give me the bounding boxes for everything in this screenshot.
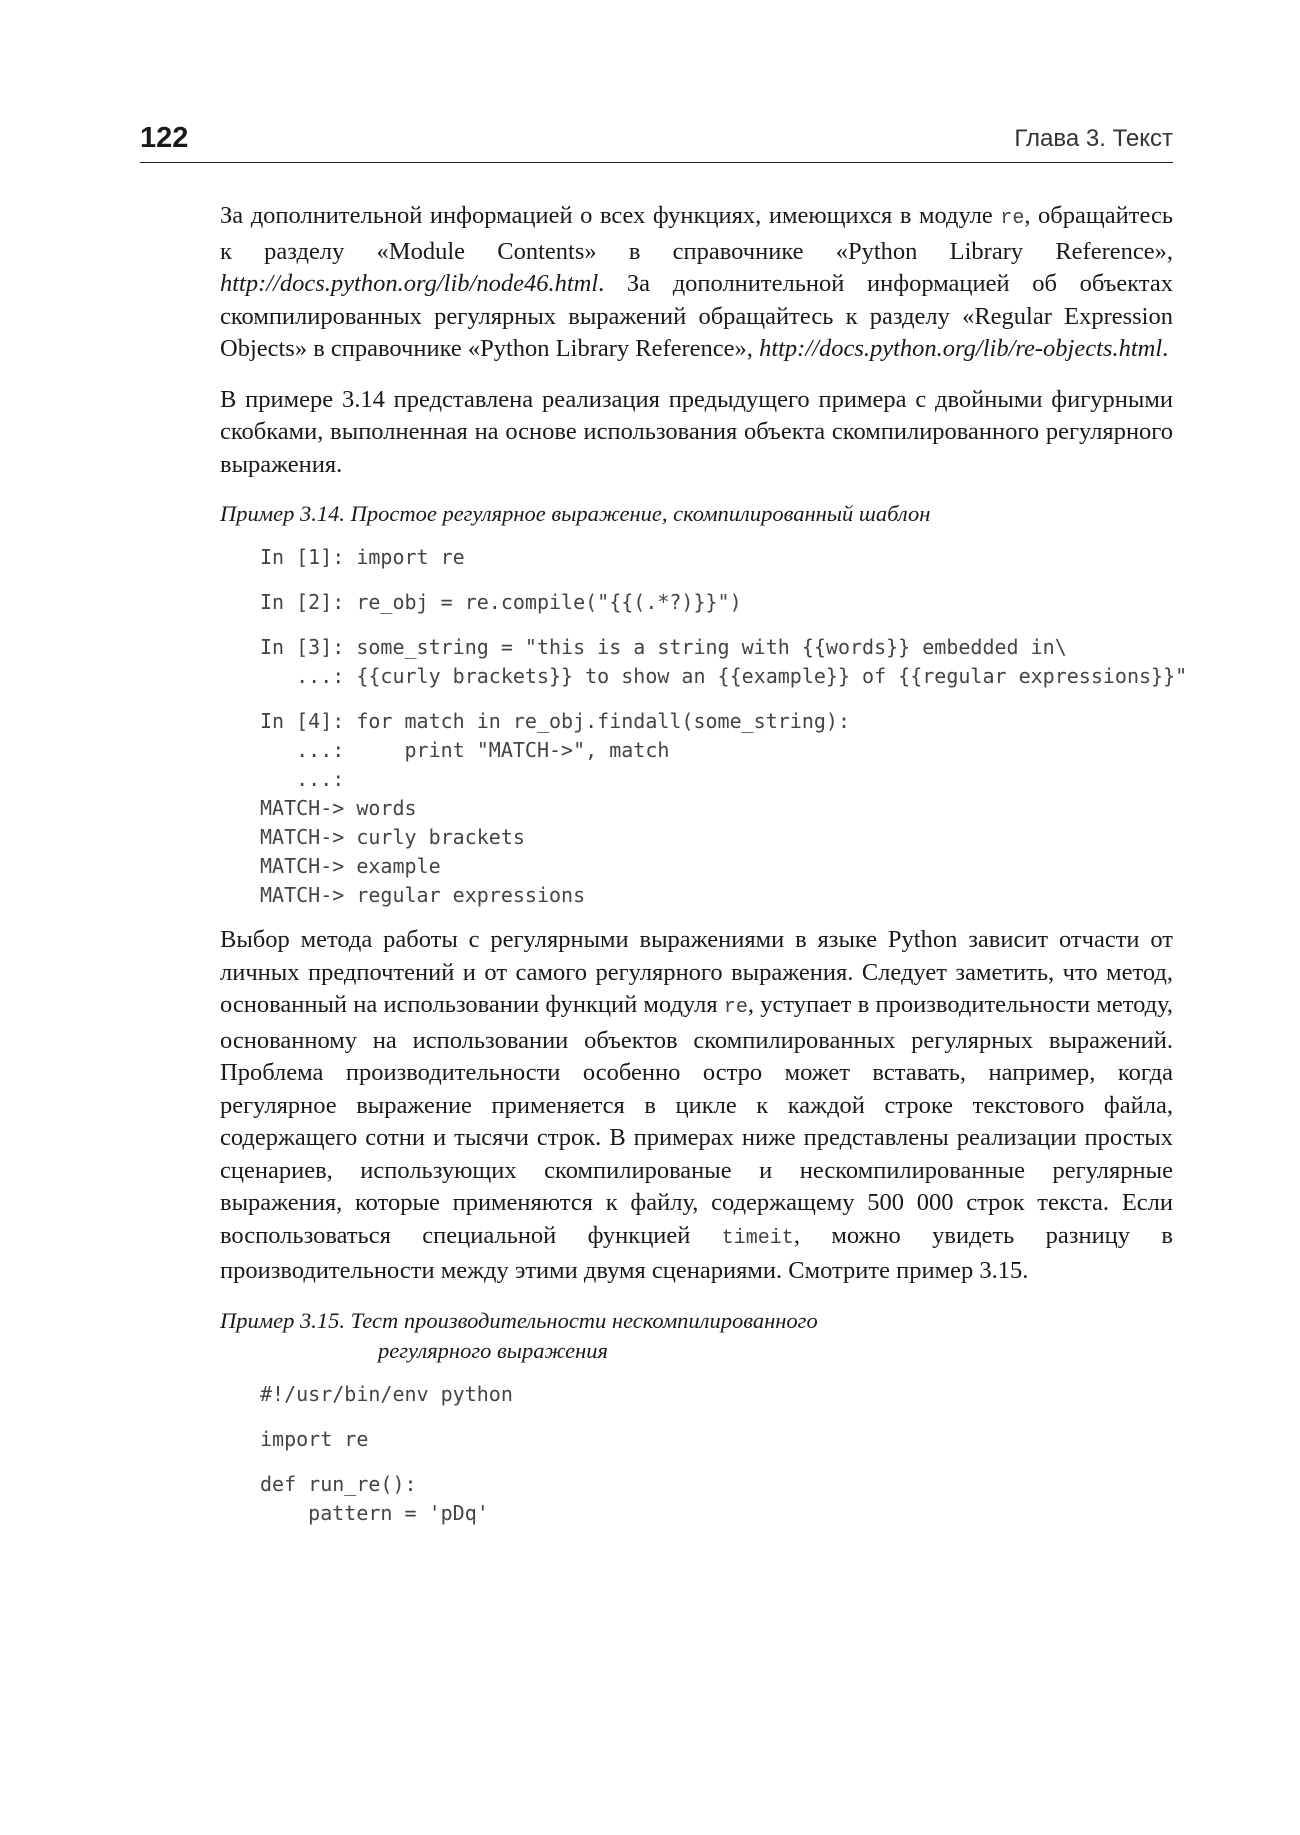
code-line: ...: print "MATCH->", match bbox=[260, 738, 670, 762]
inline-code-re: re bbox=[1000, 207, 1025, 230]
paragraph-text: , можно увидеть разницу в производительности между этими двумя сценариями. Смотрите пример 3.15. bbox=[220, 1221, 1173, 1284]
code-line: pattern = 'pDq' bbox=[260, 1500, 489, 1525]
code-line: In [1]: import re bbox=[260, 545, 465, 569]
code-line: In [2]: re_obj = re.compile("{{(.*?)}}") bbox=[260, 590, 742, 614]
url-link-node46[interactable]: http://docs.python.org/lib/node46.html bbox=[220, 270, 599, 297]
paragraph-more-info bbox=[220, 200, 1173, 366]
page-header bbox=[140, 118, 1173, 163]
code-line: ...: {{curly brackets}} to show an {{example}} of {{regular expressions}}" bbox=[260, 664, 1188, 688]
page-content bbox=[220, 200, 1188, 1528]
running-head: Глава 3. Текст bbox=[1014, 125, 1173, 152]
code-gap bbox=[260, 691, 1173, 707]
code-gap bbox=[260, 1454, 1173, 1470]
inline-code-timeit: timeit bbox=[721, 1226, 794, 1250]
paragraph-text: . За дополнительной информацией об объектах скомпилированных регулярных выражений обращайтесь к разделу «Regular Expression Objects» в справочнике «Python Library Reference», bbox=[220, 270, 1173, 362]
code-line: MATCH-> example bbox=[260, 854, 441, 878]
code-line: ...: bbox=[260, 767, 345, 791]
paragraph-method-choice bbox=[220, 924, 1173, 1288]
code-block-example-3-14 bbox=[260, 543, 1188, 910]
code-gap bbox=[260, 1409, 1173, 1425]
paragraph-text: . bbox=[1162, 335, 1169, 362]
caption-line-1: Пример 3.15. Тест производительности нескомпилированного bbox=[220, 1307, 818, 1333]
code-line: import re bbox=[260, 1426, 369, 1451]
code-line: MATCH-> regular expressions bbox=[260, 883, 586, 907]
page-number: 122 bbox=[140, 122, 189, 154]
paragraph-text: , уступает в производительности методу, основанному на использовании объектов скомпилированных регулярных выражений. Проблема производительности особенно остро может вставать, например, когда регулярное выражение применяется в цикле к каждой строке текстового файла, содержащего сотни и тысячи строк. В примерах ниже представлены реализации простых сценариев, использующих скомпилированые и нескомпилированные регулярные выражения, которые применяются к файлу, содержащему 500 000 строк текста. Если воспользоваться специальной функцией bbox=[220, 991, 1174, 1249]
code-line: MATCH-> curly brackets bbox=[260, 825, 525, 849]
example-3-14-caption: Пример 3.14. Простое регулярное выражение, скомпилированный шаблон bbox=[220, 501, 931, 526]
code-gap bbox=[260, 617, 1173, 633]
code-line: MATCH-> words bbox=[260, 796, 417, 820]
paragraph-text: Выбор метода работы с регулярными выражениями в языке Python зависит отчасти от личных предпочтений и от самого регулярного выражения. Следует заметить, что метод, основанный на использовании функций модуля bbox=[220, 926, 1173, 1018]
code-block-example-3-15 bbox=[260, 1380, 1173, 1528]
code-line: In [3]: some_string = "this is a string with {{words}} embedded in\ bbox=[260, 635, 1067, 659]
example-3-15-caption bbox=[220, 1306, 1173, 1366]
paragraph-text: , обращайтесь к разделу «Module Contents» в справочнике «Python Library Reference», bbox=[220, 202, 1173, 265]
paragraph-text: За дополнительной информацией о всех функциях, имеющихся в модуле bbox=[220, 202, 1001, 229]
code-line: In [4]: for match in re_obj.findall(some_string): bbox=[260, 709, 851, 733]
inline-code-re: re bbox=[723, 996, 748, 1019]
paragraph-example-intro: В примере 3.14 представлена реализация предыдущего примера с двойными фигурными скобками, выполненная на основе использования объекта скомпилированного регулярного выражения. bbox=[220, 385, 1173, 478]
caption-line-2: регулярного выражения bbox=[378, 1337, 608, 1363]
code-line: #!/usr/bin/env python bbox=[260, 1381, 513, 1406]
code-line: def run_re(): bbox=[260, 1471, 417, 1496]
code-gap bbox=[260, 572, 1173, 588]
url-link-re-objects[interactable]: http://docs.python.org/lib/re-objects.html bbox=[759, 335, 1163, 362]
